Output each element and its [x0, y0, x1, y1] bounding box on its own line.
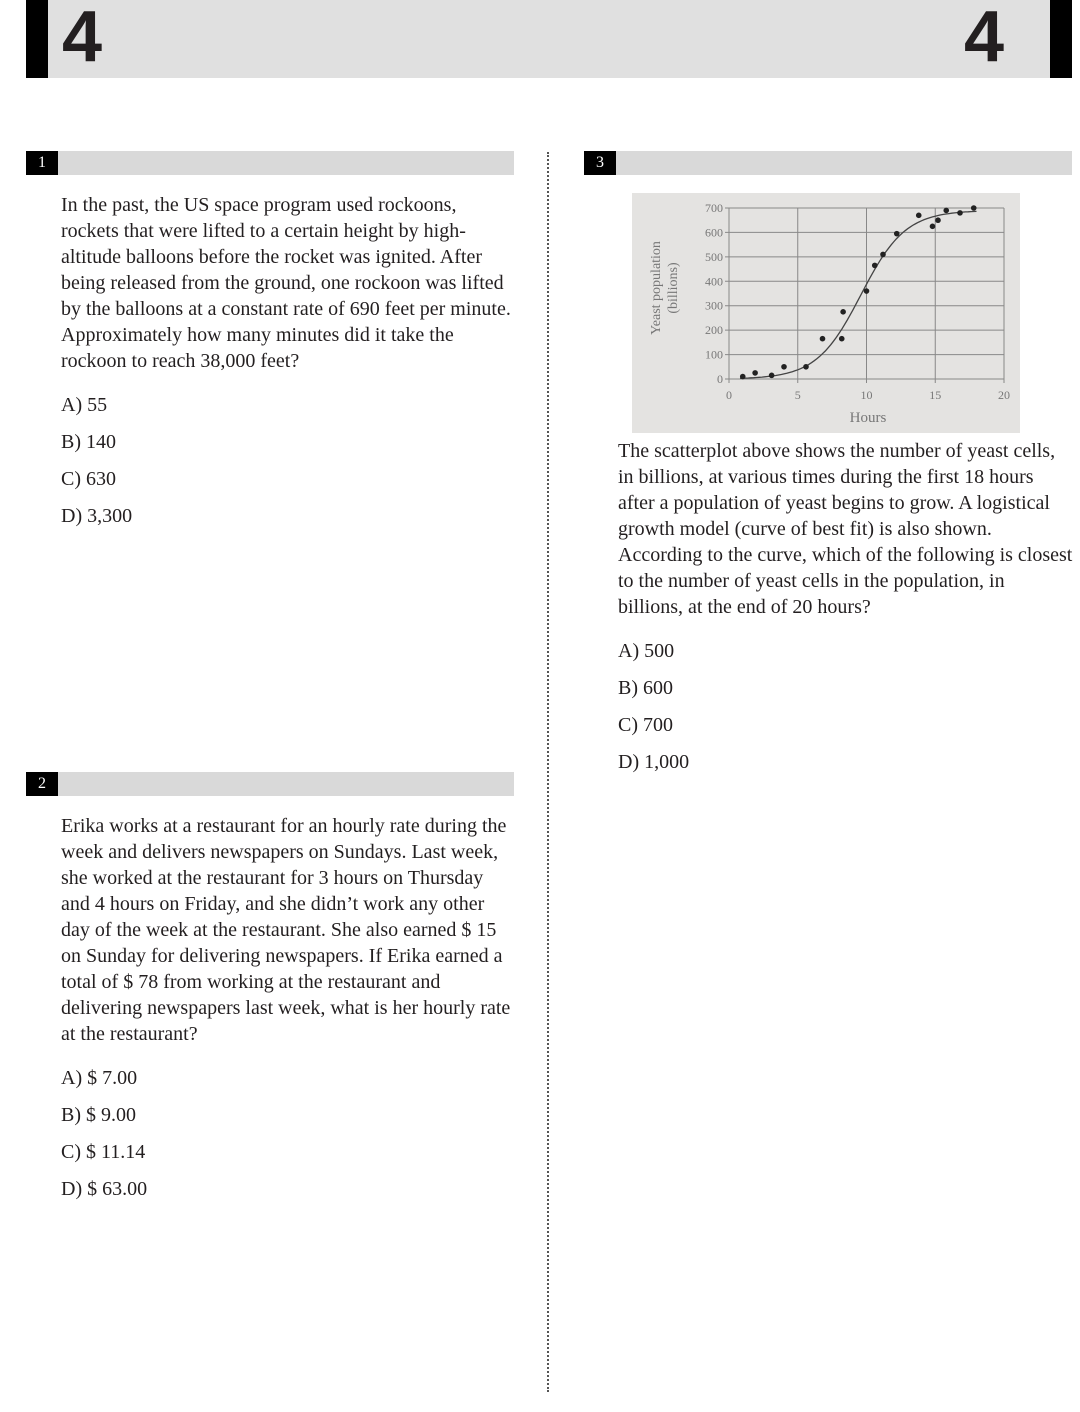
- y-tick-label: 0: [717, 372, 723, 386]
- question-number: 1: [26, 151, 58, 175]
- data-point: [916, 213, 922, 219]
- x-tick-label: 0: [726, 388, 732, 402]
- question-1-text: In the past, the US space program used rockoons, rockets that were lifted to a certain height by high-altitude balloons before the rocket was ignited. After being released from the ground, one rockoon was lifted by the balloons at a constant rate of 690 feet per minute. Approximately how many minutes did it take the rockoon to reach 38,000 feet?: [61, 194, 511, 372]
- header-bar-left: [26, 0, 48, 78]
- data-point: [930, 224, 936, 230]
- section-header: [26, 0, 1072, 78]
- y-tick-label: 600: [705, 225, 723, 240]
- question-1-bar: [26, 151, 514, 175]
- data-point: [872, 263, 878, 269]
- x-tick-label: 5: [794, 388, 801, 402]
- choice-2c[interactable]: C) $ 11.14: [61, 1141, 146, 1163]
- choice-1d[interactable]: D) 3,300: [61, 505, 133, 527]
- y-axis-label-units: (billions): [666, 262, 681, 314]
- y-tick-label: 200: [705, 323, 723, 338]
- choice-1c[interactable]: C) 630: [61, 468, 116, 490]
- choice-2b[interactable]: B) $ 9.00: [61, 1104, 136, 1126]
- y-tick-label: 400: [705, 274, 723, 289]
- y-tick-label: 700: [705, 201, 723, 215]
- question-number: 2: [26, 772, 58, 796]
- y-tick-label: 500: [705, 249, 723, 264]
- data-point: [820, 336, 826, 342]
- question-3-text: The scatterplot above shows the number of yeast cells, in billions, at various times during the first 18 hours after a population of yeast begins to grow. A logistical growth model (curve of best fit) is also shown. According to the curve, which of the following is closest to the number of yeast cells in the population, in billions, at the end of 20 hours?: [618, 440, 1073, 618]
- header-bar-right: [1050, 0, 1072, 78]
- question-number: 3: [584, 151, 616, 175]
- data-point: [781, 364, 787, 370]
- y-axis-label: Yeast population: [649, 241, 664, 335]
- choice-2d[interactable]: D) $ 63.00: [61, 1178, 148, 1200]
- choice-1b[interactable]: B) 140: [61, 431, 116, 453]
- question-2-bar: [26, 772, 514, 796]
- data-point: [740, 374, 746, 380]
- choice-3a[interactable]: A) 500: [618, 640, 675, 662]
- data-point: [894, 231, 900, 237]
- data-point: [864, 288, 870, 294]
- data-point: [935, 217, 941, 223]
- section-number-left: 4: [62, 0, 103, 77]
- x-tick-label: 10: [860, 388, 873, 402]
- x-tick-label: 20: [998, 388, 1010, 402]
- data-point: [840, 309, 846, 315]
- yeast-scatterplot: [632, 193, 1020, 433]
- y-tick-label: 300: [705, 298, 723, 313]
- x-axis-label: Hours: [849, 410, 887, 426]
- column-divider: [547, 152, 549, 1392]
- data-point: [971, 205, 977, 211]
- question-2-text: Erika works at a restaurant for an hourly rate during the week and delivers newspapers on Sundays. Last week, she worked at the restaurant for 3 hours on Thursday and 4 hours on Friday, and she didn’t work any other day of the week at the restaurant. She also earned $ 15 on Sunday for delivering newspapers. If Erika earned a total of $ 78 from working at the restaurant and delivering newspapers last week, what is her hourly rate at the restaurant?: [61, 815, 511, 1045]
- data-point: [839, 336, 845, 342]
- choice-1a[interactable]: A) 55: [61, 394, 108, 416]
- section-number-right: 4: [964, 0, 1005, 77]
- data-point: [880, 252, 886, 258]
- data-point: [943, 208, 949, 214]
- data-point: [752, 370, 758, 376]
- data-point: [803, 364, 809, 370]
- choice-2a[interactable]: A) $ 7.00: [61, 1067, 138, 1089]
- data-point: [769, 373, 775, 379]
- choice-3b[interactable]: B) 600: [618, 677, 673, 699]
- question-3-bar: [584, 151, 1072, 175]
- data-point: [957, 210, 963, 216]
- choice-3d[interactable]: D) 1,000: [618, 751, 690, 773]
- x-tick-label: 15: [929, 388, 942, 402]
- choice-3c[interactable]: C) 700: [618, 714, 673, 736]
- best-fit-curve: [740, 211, 977, 378]
- y-tick-label: 100: [705, 347, 723, 362]
